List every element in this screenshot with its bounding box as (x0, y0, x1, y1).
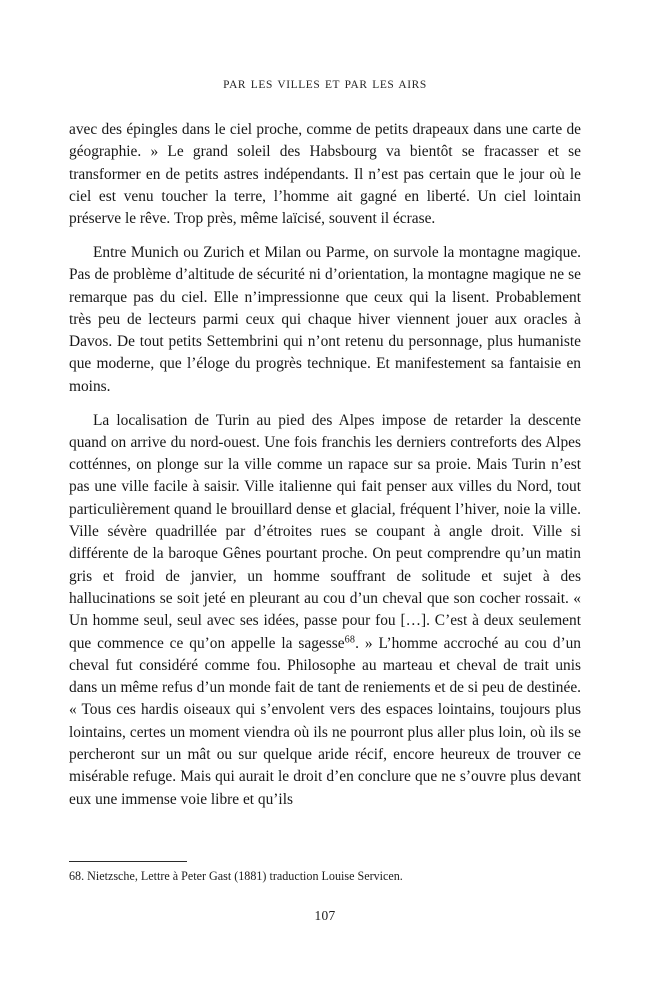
paragraph-2: Entre Munich ou Zurich et Milan ou Parme, on survole la montagne magique. Pas de problème d’altitude de sécurité ni d’orientation, la montagne magique ne se remarque pas du ciel. Elle n’impressionne que ceux qui la lisent. Probablement très peu de lecteurs parmi ceux qui chaque hiver viennent jouer aux oracles à Davos. De tout petits Settembrini qui n’ont retenu du personnage, plus humaniste que moderne, que l’éloge du progrès technique. Et manifestement sa fantaisie en moins. (69, 243, 581, 395)
paragraph-3-text-before-note: La localisation de Turin au pied des Alpes impose de retarder la descente quand on arrive du nord-ouest. Une fois franchis les derniers contreforts des Alpes cotténnes, on plonge sur la ville comme un rapace sur sa proie. Mais Turin n’est pas une ville facile à saisir. Ville italienne qui fait penser aux villes du Nord, tout particulièrement quand le brouillard dense et glacial, fréquent l’hiver, noie la ville. Ville sévère quadrillée par d’étroites rues se coupant à angle droit. Ville si différente de la baroque Gênes pourtant proche. On peut comprendre qu’un matin gris et froid de janvier, un homme souffrant de solitude et sujet à des hallucinations se soit jeté en pleurant au cou d’un cheval que son cocher rossait. « Un homme seul, seul avec ses idées, passe pour fou […]. C’est à deux seulement que commence ce qu’on appelle la sagesse (69, 411, 581, 652)
footnote-separator-rule (69, 861, 187, 862)
footnote-68: 68. Nietzsche, Lettre à Peter Gast (1881) traduction Louise Servicen. (69, 869, 403, 883)
footnote-reference-68[interactable]: 68 (344, 634, 356, 646)
paragraph-1: avec des épingles dans le ciel proche, comme de petits drapeaux dans une carte de géographie. » Le grand soleil des Habsbourg va bientôt se fracasser et se transformer en de petits astres indépendants. Il n’est pas certain que le jour où le ciel est venu toucher la terre, l’homme ait gagné en liberté. Un ciel lointain préserve le rêve. Trop près, même laïcisé, souvent il écrase. (69, 121, 581, 228)
body-text-block (69, 119, 581, 811)
running-head: PAR LES VILLES ET PAR LES AIRS (223, 79, 427, 91)
paragraph-3-text-after-note: . » L’homme accroché au cou d’un cheval fut considéré comme fou. Philosophe au marteau et cheval de trait unis dans un même refus d’un monde fait de tant de reniements et de si peu de destinée. « Tous ces hardis oiseaux qui s’envolent vers des espaces lointains, toujours plus lointains, certes un moment viendra où ils ne pourront plus aller plus loin, où ils se percheront sur un mât ou sur quelque aride récif, encore heureux de trouver ce misérable refuge. Mais qui aurait le droit d’en conclure que ne s’ouvre plus devant eux une immense voie libre et qu’ils (69, 634, 581, 808)
paragraph-3 (69, 410, 581, 811)
page-number: 107 (314, 908, 336, 923)
